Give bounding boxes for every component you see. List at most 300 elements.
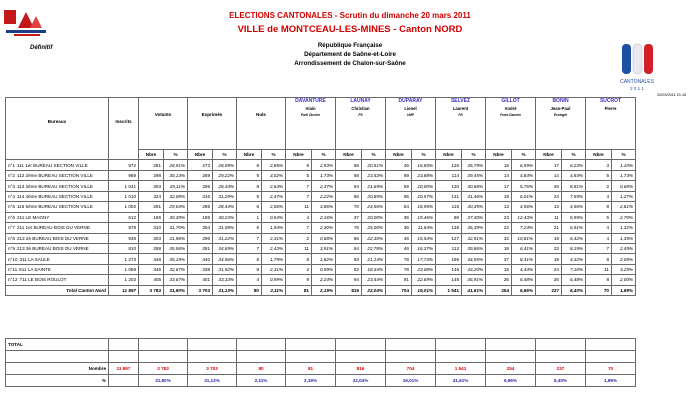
- subheader-pct: %: [312, 150, 336, 160]
- candidate-votes: 5: [286, 170, 312, 180]
- candidate-pct: 1,27%: [612, 191, 636, 201]
- summary-label: TOTAL: [6, 339, 109, 351]
- exprimes-value: 338: [188, 264, 213, 274]
- candidate-votes: 56: [336, 160, 362, 170]
- canton-title: VILLE de MONTCEAU-LES-MINES - Canton NORD: [237, 24, 463, 35]
- votants-value: 346: [139, 264, 164, 274]
- candidate-pct: 4,32%: [562, 254, 586, 264]
- subheader-nbre: Nbre: [286, 150, 312, 160]
- inscrits-value: 1 203: [109, 275, 139, 285]
- candidate-pct: 4,84%: [562, 170, 586, 180]
- exprimes-pct: 34,69%: [213, 243, 237, 253]
- candidate-pct: 5,76%: [512, 181, 536, 191]
- candidate-votes: 19: [536, 233, 562, 243]
- bureau-label: 711 LE BOIS ROULOT: [19, 277, 67, 283]
- summary-nombre-value: 704: [386, 363, 436, 375]
- inscrits-value: 1 002: [109, 202, 139, 212]
- candidate-votes: 8: [586, 275, 612, 285]
- candidate-header: LAUNAY Christian PS: [336, 98, 386, 150]
- table-row: [6, 212, 636, 222]
- candidate-votes: 93: [336, 254, 362, 264]
- votants-value: 303: [139, 233, 164, 243]
- summary-nombre-value: 3 703: [188, 363, 237, 375]
- votants-pct: 35,19%: [164, 254, 188, 264]
- votants-value: 288: [139, 243, 164, 253]
- subheader-pct: %: [262, 150, 286, 160]
- table-row: [6, 275, 636, 285]
- candidate-pct: 2,49%: [612, 243, 636, 253]
- nuls-value: 8: [237, 160, 262, 170]
- candidate-pct: 2,37%: [312, 181, 336, 191]
- results-table: [5, 97, 636, 296]
- summary-label-row: [6, 339, 636, 351]
- candidate-pct: 2,93%: [312, 160, 336, 170]
- candidate-pct: 10,81%: [512, 233, 536, 243]
- candidate-votes: 46: [386, 160, 412, 170]
- bureau-number: n°4: [8, 193, 15, 199]
- candidate-votes: 65: [386, 191, 412, 201]
- candidate-votes: 3: [586, 160, 612, 170]
- subheader-nbre: Nbre: [139, 150, 164, 160]
- candidate-pct: 39,86%: [462, 243, 486, 253]
- votants-pct: 30,39%: [164, 212, 188, 222]
- nuls-value: 8: [237, 264, 262, 274]
- candidate-votes: 62: [336, 264, 362, 274]
- votants-pct: 32,08%: [164, 191, 188, 201]
- total-label: Total Canton Nord: [6, 285, 109, 295]
- candidate-pct: 2,24%: [312, 275, 336, 285]
- candidate-pct: 3,86%: [312, 202, 336, 212]
- total-exprimes-pct: 31,13%: [213, 285, 237, 295]
- candidate-votes: 70: [336, 202, 362, 212]
- candidate-votes: 138: [436, 223, 462, 233]
- bureau-label: 115 5ème BUREAU SECTION VILLE: [16, 204, 93, 210]
- exprimes-value: 440: [188, 254, 213, 264]
- total-nuls: 80: [237, 285, 262, 295]
- candidate-pct: 1,73%: [312, 170, 336, 180]
- candidate-votes: 36: [386, 212, 412, 222]
- subheader-pct: %: [362, 150, 386, 160]
- subheader-nbre: Nbre: [237, 150, 262, 160]
- total-candidate-votes: 70: [586, 285, 612, 295]
- votants-value: 291: [139, 202, 164, 212]
- exprimes-pct: 30,23%: [213, 212, 237, 222]
- cantonales-logo-text: CANTONALES: [620, 79, 654, 85]
- candidate-pct: 22,30%: [362, 233, 386, 243]
- candidate-pct: 1,73%: [612, 170, 636, 180]
- candidate-pct: 7,10%: [562, 264, 586, 274]
- nuls-value: 8: [237, 254, 262, 264]
- candidate-votes: 68: [336, 170, 362, 180]
- votants-pct: 28,91%: [164, 160, 188, 170]
- candidate-pct: 6,01%: [512, 191, 536, 201]
- candidate-pct: 0,68%: [312, 233, 336, 243]
- candidate-pct: 37,30%: [462, 212, 486, 222]
- candidate-votes: 7: [586, 243, 612, 253]
- total-candidate-pct: 41,61%: [462, 285, 486, 295]
- summary-pct-value: 1,89%: [586, 375, 636, 387]
- bureau-number: n°12: [8, 277, 18, 283]
- total-candidate-pct: 2,19%: [312, 285, 336, 295]
- votants-value: 405: [139, 275, 164, 285]
- candidate-votes: 9: [586, 254, 612, 264]
- candidate-pct: 22,69%: [412, 275, 436, 285]
- candidate-votes: 5: [586, 170, 612, 180]
- total-candidate-votes: 704: [386, 285, 412, 295]
- bureau-name: [6, 170, 109, 180]
- bureau-name: [6, 160, 109, 170]
- candidate-pct: 20,51%: [362, 160, 386, 170]
- candidate-pct: 8,81%: [562, 181, 586, 191]
- candidate-pct: 20,00%: [412, 181, 436, 191]
- bureau-name: [6, 212, 109, 222]
- col-bureaux: Bureaux: [6, 98, 109, 160]
- summary-pct-value: 6,86%: [486, 375, 536, 387]
- nuls-pct: 1,79%: [262, 254, 286, 264]
- nuls-pct: 3,02%: [262, 170, 286, 180]
- col-exprimes: Exprimés: [188, 98, 237, 150]
- candidate-votes: 36: [386, 223, 412, 233]
- nuls-pct: 0,54%: [262, 212, 286, 222]
- table-row: [6, 191, 636, 201]
- candidate-pct: 17,73%: [412, 254, 436, 264]
- candidate-votes: 24: [536, 191, 562, 201]
- votants-pct: 32,67%: [164, 264, 188, 274]
- inscrits-value: 1 041: [109, 181, 139, 191]
- candidate-pct: 18,34%: [362, 264, 386, 274]
- candidate-votes: 66: [336, 233, 362, 243]
- candidate-pct: 7,59%: [562, 191, 586, 201]
- summary-inscrits: 11 897: [109, 363, 139, 375]
- exprimes-value: 316: [188, 191, 213, 201]
- candidate-pct: 6,48%: [512, 275, 536, 285]
- nuls-pct: 2,43%: [262, 243, 286, 253]
- total-candidate-pct: 1,89%: [612, 285, 636, 295]
- summary-pct-label: %: [6, 375, 109, 387]
- summary-pct-value: 2,19%: [286, 375, 336, 387]
- candidate-pct: 8,41%: [512, 254, 536, 264]
- votants-value: 324: [139, 191, 164, 201]
- candidate-votes: 19: [536, 254, 562, 264]
- bureau-name: [6, 191, 109, 201]
- votants-value: 298: [139, 170, 164, 180]
- candidate-votes: 22: [486, 223, 512, 233]
- subheader-pct: %: [512, 150, 536, 160]
- exprimes-value: 295: [188, 181, 213, 191]
- candidate-pct: 1,35%: [612, 233, 636, 243]
- candidate-votes: 8: [286, 254, 312, 264]
- candidate-votes: 23: [486, 212, 512, 222]
- exprimes-pct: 31,08%: [213, 223, 237, 233]
- inscrits-value: 1 273: [109, 254, 139, 264]
- exprimes-value: 273: [188, 160, 213, 170]
- candidate-pct: 15,54%: [412, 233, 436, 243]
- candidate-votes: 46: [386, 243, 412, 253]
- bureau-name: [6, 202, 109, 212]
- candidate-votes: 131: [436, 191, 462, 201]
- exprimes-pct: 31,29%: [213, 191, 237, 201]
- candidate-pct: 45,39%: [462, 223, 486, 233]
- nuls-value: 8: [237, 191, 262, 201]
- nuls-value: 6: [237, 223, 262, 233]
- candidate-votes: 4: [586, 233, 612, 243]
- bureau-label: 213 3è BUREAU BOIS DU VERNE: [16, 246, 89, 252]
- total-candidate-pct: 19,01%: [412, 285, 436, 295]
- bureau-number: n°2: [8, 173, 15, 179]
- summary-nombre-value: 1 541: [436, 363, 486, 375]
- candidate-header: DUPARAY Lionel UMP: [386, 98, 436, 150]
- exprimes-value: 285: [188, 202, 213, 212]
- inscrits-value: 1 059: [109, 264, 139, 274]
- votants-value: 186: [139, 212, 164, 222]
- exprimes-pct: 28,34%: [213, 181, 237, 191]
- candidate-votes: 11: [586, 264, 612, 274]
- bureau-number: n°10: [8, 256, 18, 262]
- candidate-pct: 19,46%: [412, 212, 436, 222]
- candidate-header: GILLOT André Front Gauche: [486, 98, 536, 150]
- candidate-pct: 22,78%: [362, 243, 386, 253]
- inscrits-value: 810: [109, 243, 139, 253]
- subheader-nbre: Nbre: [336, 150, 362, 160]
- summary-nombre-value: 80: [237, 363, 286, 375]
- votants-pct: 31,70%: [164, 223, 188, 233]
- candidate-pct: 18,95%: [412, 202, 436, 212]
- candidate-pct: 6,48%: [562, 275, 586, 285]
- table-row: [6, 233, 636, 243]
- table-row: [6, 243, 636, 253]
- department-line: Département de Saône-et-Loire: [304, 51, 396, 58]
- candidate-votes: 112: [436, 243, 462, 253]
- candidate-votes: 4: [586, 191, 612, 201]
- candidate-votes: 8: [586, 202, 612, 212]
- candidate-pct: 40,35%: [462, 202, 486, 212]
- candidate-pct: 23,53%: [362, 170, 386, 180]
- candidate-votes: 66: [336, 191, 362, 201]
- candidate-votes: 26: [536, 181, 562, 191]
- votants-value: 448: [139, 254, 164, 264]
- inscrits-value: 972: [109, 160, 139, 170]
- exprimes-value: 289: [188, 170, 213, 180]
- candidate-votes: 7: [286, 191, 312, 201]
- bureau-label: 311 LA SAULE: [19, 256, 50, 262]
- candidate-votes: 23: [536, 243, 562, 253]
- subheader-nbre: Nbre: [586, 150, 612, 160]
- candidate-pct: 39,45%: [462, 170, 486, 180]
- candidate-pct: 4,56%: [562, 202, 586, 212]
- summary-spacer-row: [6, 351, 636, 363]
- bureau-number: n°11: [8, 267, 18, 273]
- summary-pct-value: 31,13%: [188, 375, 237, 387]
- candidate-votes: 18: [486, 160, 512, 170]
- candidate-votes: 148: [436, 275, 462, 285]
- nuls-value: 9: [237, 170, 262, 180]
- total-votants-pct: 31,80%: [164, 285, 188, 295]
- bureau-number: n°1: [8, 162, 15, 168]
- bureau-number: n°7: [8, 225, 15, 231]
- candidate-votes: 37: [486, 254, 512, 264]
- candidate-pct: 16,85%: [412, 160, 436, 170]
- candidate-votes: 59: [386, 181, 412, 191]
- cantonales-logo-year: 2 0 1 1: [630, 86, 644, 91]
- nuls-pct: 0,99%: [262, 275, 286, 285]
- nuls-pct: 2,06%: [262, 202, 286, 212]
- candidate-pct: 45,79%: [462, 160, 486, 170]
- col-nuls: Nuls: [237, 98, 286, 150]
- candidate-votes: 9: [286, 275, 312, 285]
- candidate-pct: 24,56%: [362, 202, 386, 212]
- candidate-pct: 41,46%: [462, 191, 486, 201]
- candidate-votes: 69: [436, 212, 462, 222]
- candidate-header: SELVEZ Laurent FN: [436, 98, 486, 150]
- candidate-votes: 19: [486, 191, 512, 201]
- candidate-votes: 11: [286, 202, 312, 212]
- summary-pct-value: 22,04%: [336, 375, 386, 387]
- candidate-pct: 6,91%: [562, 223, 586, 233]
- exprimes-value: 296: [188, 233, 213, 243]
- exprimes-pct: 28,09%: [213, 160, 237, 170]
- candidate-pct: 5,95%: [562, 212, 586, 222]
- table-row: [6, 254, 636, 264]
- bureau-number: n°9: [8, 246, 15, 252]
- candidate-votes: 125: [436, 160, 462, 170]
- summary-nombre-row: [6, 363, 636, 375]
- candidate-votes: 18: [486, 243, 512, 253]
- subheader-nbre: Nbre: [386, 150, 412, 160]
- total-candidate-votes: 254: [486, 285, 512, 295]
- candidate-votes: 24: [536, 264, 562, 274]
- candidate-pct: 12,43%: [512, 212, 536, 222]
- header-row: [6, 98, 636, 150]
- subheader-nbre: Nbre: [486, 150, 512, 160]
- candidate-votes: 5: [586, 212, 612, 222]
- candidate-pct: 6,41%: [512, 243, 536, 253]
- candidate-votes: 4: [586, 223, 612, 233]
- candidate-votes: 91: [386, 275, 412, 285]
- candidate-pct: 2,70%: [612, 212, 636, 222]
- total-candidate-pct: 6,86%: [512, 285, 536, 295]
- candidate-pct: 0,59%: [312, 264, 336, 274]
- summary-pct-row: [6, 375, 636, 387]
- bureau-name: [6, 181, 109, 191]
- exprimes-value: 401: [188, 275, 213, 285]
- nuls-pct: 2,31%: [262, 233, 286, 243]
- candidate-votes: 196: [436, 254, 462, 264]
- summary-nombre-value: 816: [336, 363, 386, 375]
- candidate-pct: 40,68%: [462, 181, 486, 191]
- total-candidate-pct: 22,04%: [362, 285, 386, 295]
- candidate-pct: 23,44%: [362, 275, 386, 285]
- total-candidate-votes: 237: [536, 285, 562, 295]
- table-row: [6, 202, 636, 212]
- candidate-votes: 115: [436, 202, 462, 212]
- candidate-pct: 6,23%: [562, 160, 586, 170]
- candidate-votes: 7: [286, 223, 312, 233]
- total-candidate-votes: 1 541: [436, 285, 462, 295]
- candidate-pct: 20,89%: [362, 191, 386, 201]
- candidate-votes: 26: [536, 275, 562, 285]
- summary-nombre-value: 237: [536, 363, 586, 375]
- subheader-nbre: Nbre: [436, 150, 462, 160]
- candidate-votes: 21: [536, 223, 562, 233]
- votants-pct: 33,67%: [164, 275, 188, 285]
- candidate-votes: 2: [286, 264, 312, 274]
- candidate-pct: 16,37%: [412, 243, 436, 253]
- summary-pct-value: 19,01%: [386, 375, 436, 387]
- nuls-value: 8: [237, 181, 262, 191]
- exprimes-value: 281: [188, 243, 213, 253]
- candidate-votes: 11: [286, 243, 312, 253]
- candidate-votes: 7: [286, 181, 312, 191]
- candidate-pct: 42,91%: [462, 233, 486, 243]
- col-inscrits: Inscrits: [109, 98, 139, 160]
- votants-pct: 30,13%: [164, 170, 188, 180]
- candidate-pct: 8,19%: [562, 243, 586, 253]
- candidate-votes: 37: [336, 212, 362, 222]
- summary-nombre-value: 3 783: [139, 363, 188, 375]
- candidate-pct: 25,00%: [362, 223, 386, 233]
- bureau-number: n°3: [8, 183, 15, 189]
- total-row: [6, 285, 636, 295]
- candidate-pct: 43,20%: [462, 264, 486, 274]
- total-votants: 3 783: [139, 285, 164, 295]
- summary-pct-value: 31,80%: [139, 375, 188, 387]
- status-label: Définitif: [30, 45, 53, 51]
- inscrits-value: 1 010: [109, 191, 139, 201]
- exprimes-pct: 29,22%: [213, 170, 237, 180]
- exprimes-pct: 31,92%: [213, 264, 237, 274]
- votants-pct: 29,11%: [164, 181, 188, 191]
- candidate-pct: 21,14%: [362, 254, 386, 264]
- candidate-votes: 17: [486, 181, 512, 191]
- subheader-pct: %: [164, 150, 188, 160]
- votants-pct: 29,04%: [164, 202, 188, 212]
- exprimes-value: 304: [188, 223, 213, 233]
- subheader-pct: %: [612, 150, 636, 160]
- candidate-votes: 146: [436, 264, 462, 274]
- candidate-pct: 4,56%: [512, 202, 536, 212]
- candidate-header: DAVANTURE Alain Parti Ouvrier: [286, 98, 336, 150]
- candidate-pct: 3,91%: [312, 243, 336, 253]
- summary-pct-value: 2,11%: [237, 375, 286, 387]
- bureau-label: 211 LE MAGNY: [16, 214, 50, 220]
- candidate-pct: 4,44%: [512, 264, 536, 274]
- candidate-votes: 54: [386, 202, 412, 212]
- bureau-name: [6, 275, 109, 285]
- summary-nombre-value: 254: [486, 363, 536, 375]
- total-inscrits: 11 897: [109, 285, 139, 295]
- candidate-votes: 14: [486, 170, 512, 180]
- bureau-number: n°6: [8, 214, 15, 220]
- summary-nombre-label: Nombre: [6, 363, 109, 375]
- nuls-pct: 1,94%: [262, 223, 286, 233]
- candidate-votes: 64: [336, 181, 362, 191]
- subheader-pct: %: [462, 150, 486, 160]
- nuls-pct: 2,85%: [262, 160, 286, 170]
- bureau-label: 113 3ème BUREAU SECTION VILLE: [16, 183, 93, 189]
- candidate-votes: 114: [436, 170, 462, 180]
- candidate-pct: 6,59%: [512, 160, 536, 170]
- bureau-name: [6, 243, 109, 253]
- summary-pct-value: 41,61%: [436, 375, 486, 387]
- print-date: 20/03/2011 21:16: [657, 93, 687, 97]
- candidate-pct: 7,24%: [512, 223, 536, 233]
- candidate-pct: 11,84%: [412, 223, 436, 233]
- bureau-label: 112 2ème BUREAU SECTION VILLE: [16, 173, 93, 179]
- candidate-votes: 69: [386, 170, 412, 180]
- exprimes-value: 185: [188, 212, 213, 222]
- candidate-pct: 1,82%: [312, 254, 336, 264]
- cantonales-logo: [615, 40, 659, 94]
